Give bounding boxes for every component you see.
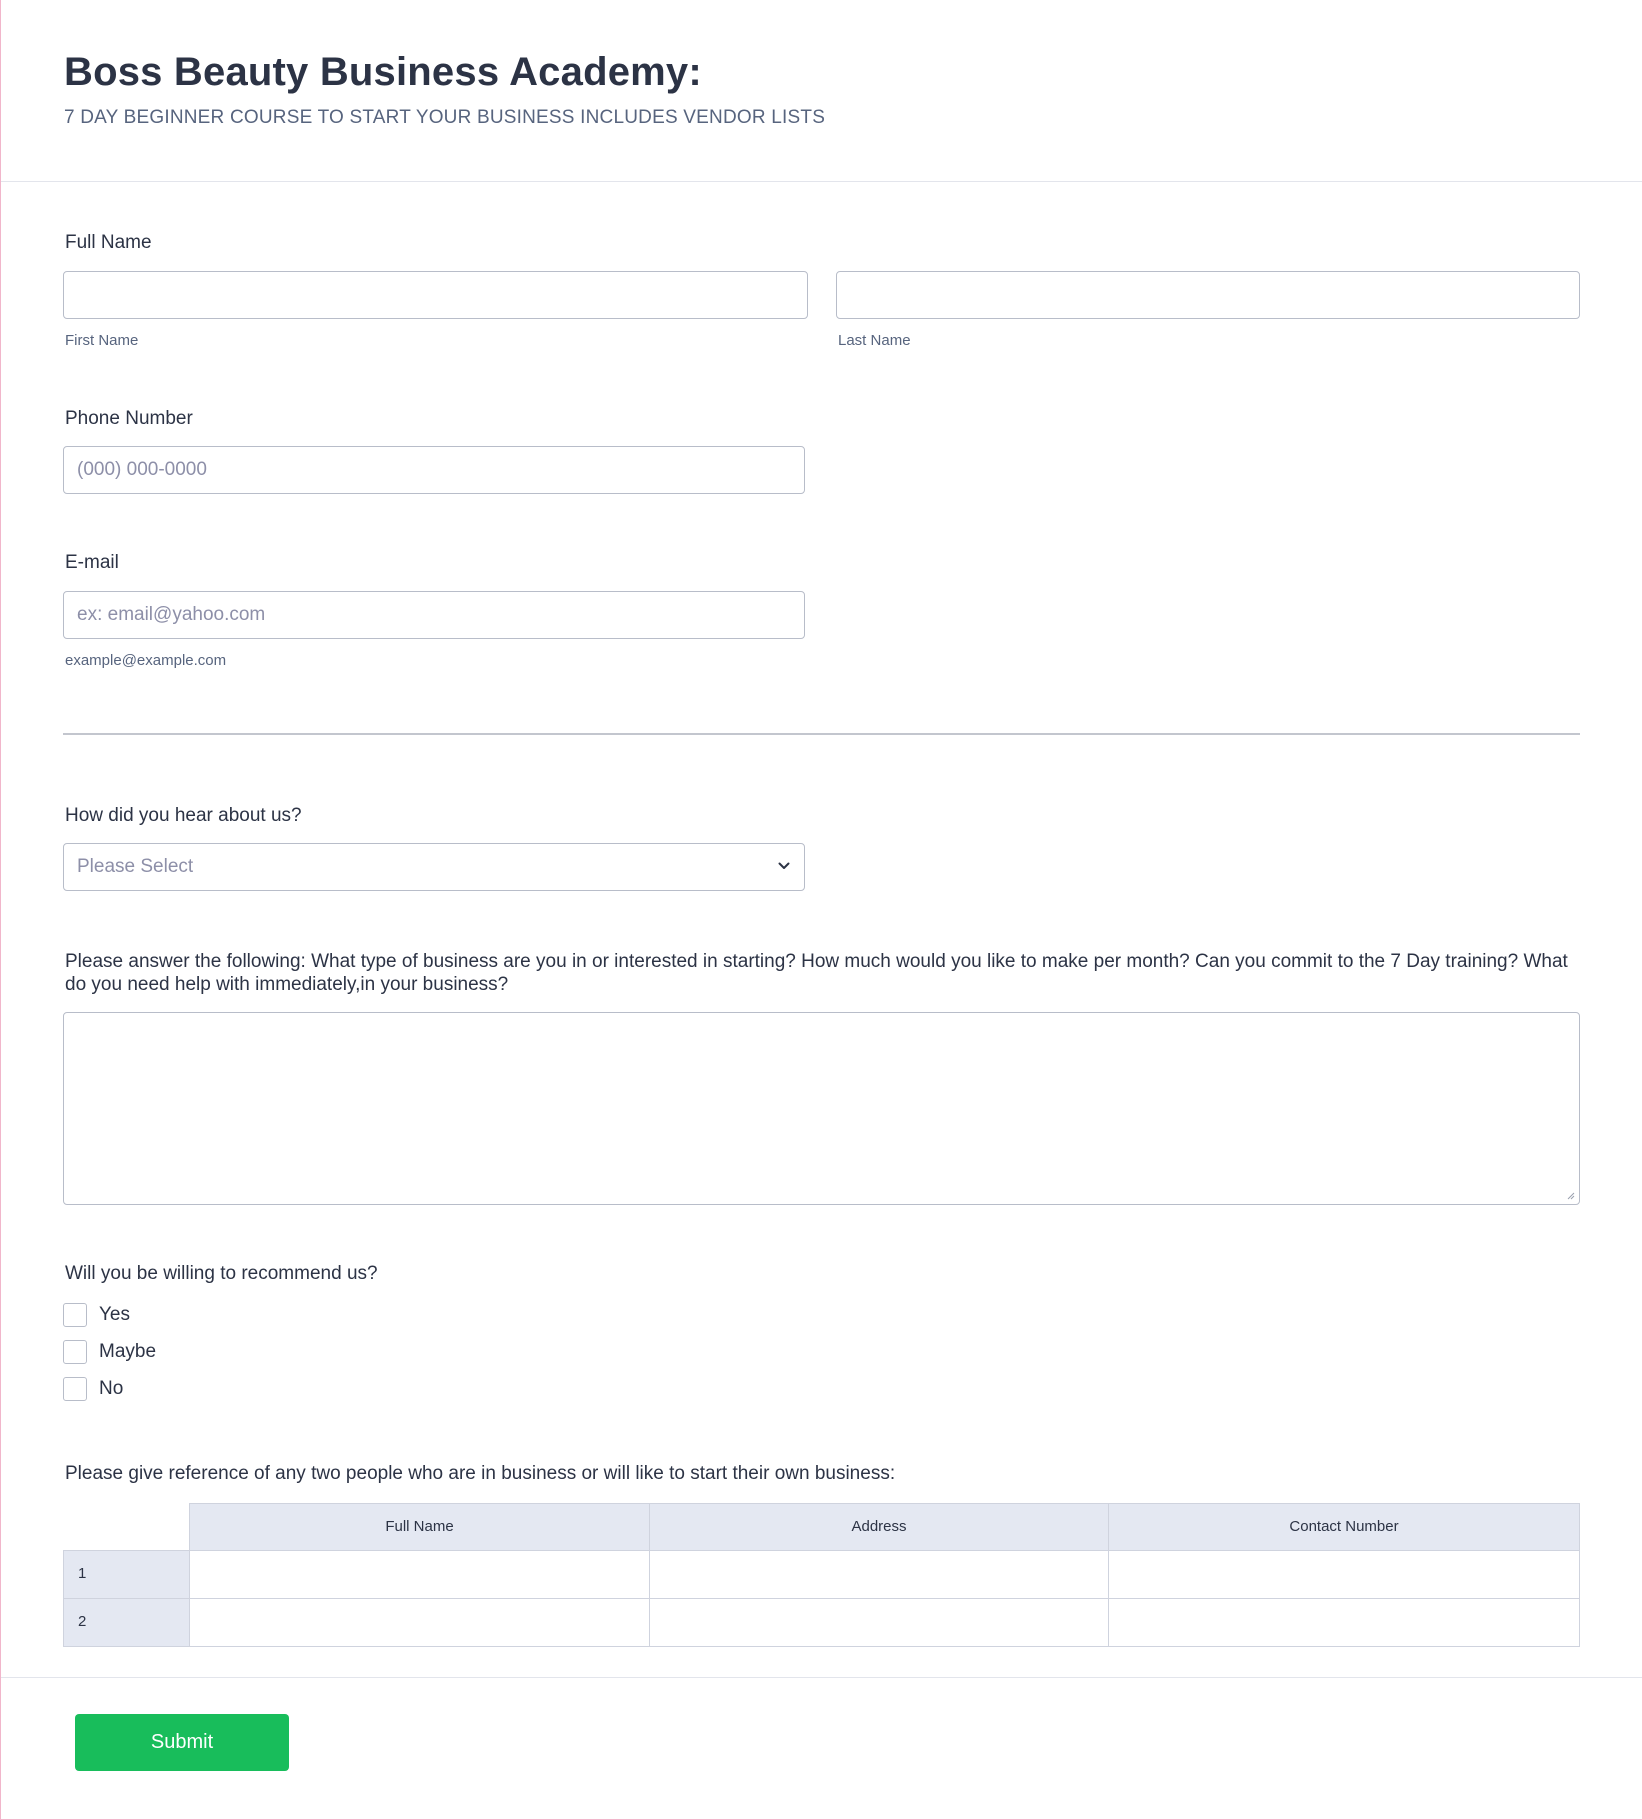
column-header-full-name: Full Name — [189, 1503, 650, 1551]
email-label: E-mail — [65, 552, 119, 573]
first-name-sublabel: First Name — [65, 332, 139, 349]
hear-about-label: How did you hear about us? — [65, 805, 302, 826]
recommend-label: Will you be willing to recommend us? — [65, 1263, 378, 1284]
checkbox-label: No — [99, 1378, 124, 1399]
submit-button[interactable]: Submit — [75, 1714, 289, 1771]
first-name-input[interactable] — [63, 271, 808, 319]
last-name-input[interactable] — [836, 271, 1580, 319]
form-title: Boss Beauty Business Academy: — [64, 50, 702, 94]
references-table — [63, 1503, 1580, 1649]
checkbox[interactable] — [63, 1340, 87, 1364]
references-label: Please give reference of any two people who are in business or will like to start their own business: — [65, 1463, 896, 1484]
phone-input[interactable] — [63, 446, 805, 494]
reference-2-full-name-cell[interactable] — [189, 1598, 650, 1647]
chevron-down-icon — [776, 858, 792, 874]
reference-1-contact-number-cell[interactable] — [1108, 1550, 1580, 1599]
full-name-label: Full Name — [65, 232, 152, 253]
reference-1-address-cell[interactable] — [649, 1550, 1109, 1599]
checkbox-label: Yes — [99, 1304, 130, 1325]
section-divider — [63, 733, 1580, 735]
email-sublabel: example@example.com — [65, 652, 227, 669]
footer-divider — [1, 1677, 1642, 1678]
checkbox[interactable] — [63, 1377, 87, 1401]
form-header — [1, 0, 1642, 182]
column-header-contact-number: Contact Number — [1108, 1503, 1580, 1551]
resize-grip-icon[interactable] — [1565, 1190, 1575, 1200]
email-input[interactable] — [63, 591, 805, 639]
row-header-2: 2 — [63, 1598, 190, 1647]
form-subtitle: 7 DAY BEGINNER COURSE TO START YOUR BUSINESS INCLUDES VENDOR LISTS — [64, 107, 826, 128]
frame-border-left — [0, 0, 1, 1820]
checkbox-label: Maybe — [99, 1341, 157, 1362]
hear-about-selected-value: Please Select — [77, 856, 194, 877]
questions-textarea[interactable] — [63, 1012, 1580, 1205]
row-header-1: 1 — [63, 1550, 190, 1599]
questions-label: Please answer the following: What type of business are you in or interested in starting? How much would you like to make per month? Can you commit to the 7 Day training? What do you need help with immediately,in your business? — [65, 951, 1568, 995]
checkbox[interactable] — [63, 1303, 87, 1327]
last-name-sublabel: Last Name — [838, 332, 911, 349]
phone-label: Phone Number — [65, 408, 193, 429]
reference-2-address-cell[interactable] — [649, 1598, 1109, 1647]
reference-1-full-name-cell[interactable] — [189, 1550, 650, 1599]
hear-about-select[interactable] — [63, 843, 805, 891]
column-header-address: Address — [649, 1503, 1109, 1551]
reference-2-contact-number-cell[interactable] — [1108, 1598, 1580, 1647]
